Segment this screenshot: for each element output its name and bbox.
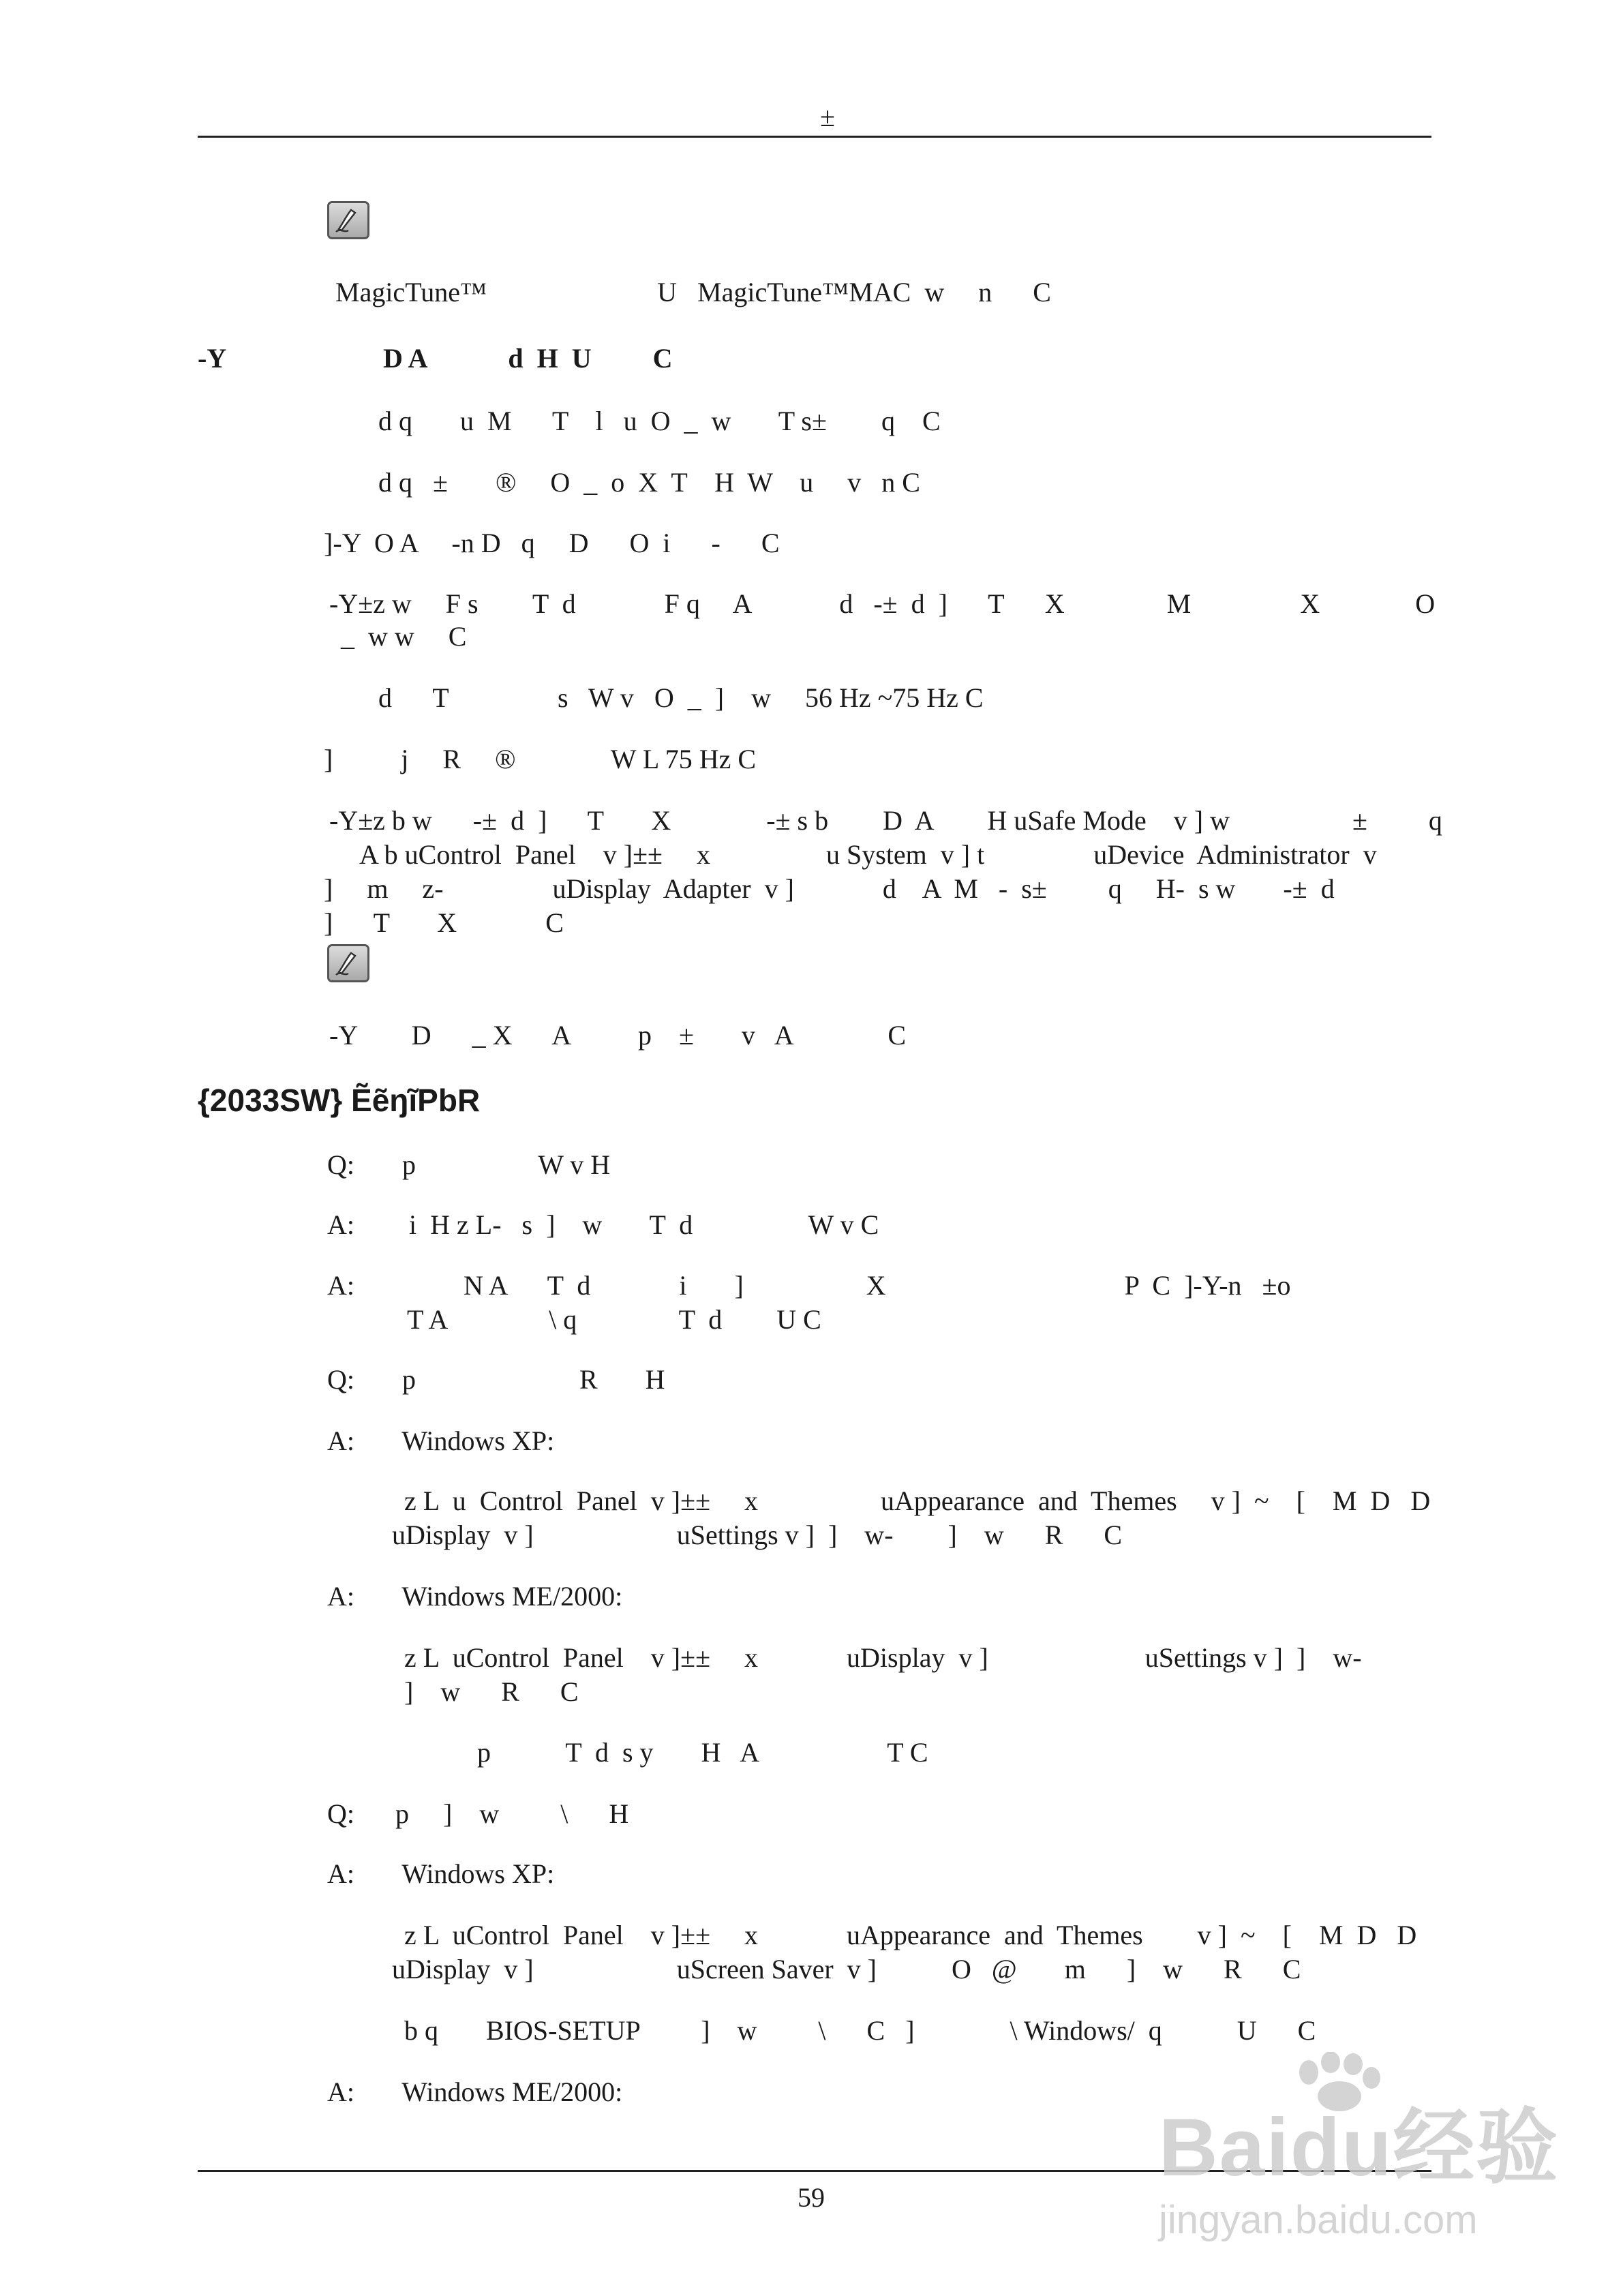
page-number: 59 [798, 2182, 825, 2213]
body-line: -Y±z w F s T d F q A d -± d ] T X M X O [329, 588, 1436, 619]
body-line: ] T X C [324, 907, 564, 938]
faq-answer: A: i H z L- s ] w T d W v C [327, 1209, 879, 1240]
header-mark: ± [820, 102, 835, 132]
faq-answer: A: Windows ME/2000: [327, 2076, 623, 2107]
body-line: b q BIOS-SETUP ] w \ C ] \ Windows/ q U C [404, 2015, 1316, 2046]
body-line: uDisplay v ] uScreen Saver v ] O @ m ] w R C [392, 1954, 1301, 1984]
body-line: A b uControl Panel v ]±± x u System v ] t uDevice Administrator v [359, 839, 1377, 870]
faq-answer-cont: T A \ q T d U C [407, 1304, 821, 1335]
body-line: ] m z- uDisplay Adapter v ] d A M - s± q H- s w -± d [324, 873, 1335, 904]
body-line: ] w R C [404, 1676, 579, 1707]
body-line: p T d s y H A T C [477, 1737, 928, 1768]
section-heading: D A d H U C [383, 343, 673, 374]
body-line: z L u Control Panel v ]±± x uAppearance and Themes v ] ~ [ M D D [404, 1485, 1431, 1516]
note-icon [327, 944, 369, 982]
body-line: -Y D _ X A p ± v A C [329, 1020, 907, 1051]
body-line: ] j R ® W L 75 Hz C [324, 744, 757, 774]
faq-question: Q: p R H [327, 1364, 665, 1395]
faq-answer: A: N A T d i ] X P C ]-Y-n ±o [327, 1270, 1291, 1301]
body-line: ]-Y O A -n D q D O i - C [324, 528, 780, 558]
faq-question: Q: p W v H [327, 1149, 611, 1180]
faq-question: Q: p ] w \ H [327, 1798, 629, 1829]
body-line: d q ± ® O _ o X T H W u v n C [378, 467, 920, 498]
body-line: d q u M T l u O _ w T s± q C [378, 406, 941, 436]
watermark-brand: Baidu经验 [1159, 2102, 1560, 2193]
body-line: _ w w C [341, 621, 467, 652]
body-line: d T s W v O _ ] w 56 Hz ~75 Hz C [378, 682, 984, 713]
faq-heading: {2033SW} ẼẽŋĩPbR [198, 1083, 481, 1118]
watermark-url: jingyan.baidu.com [1159, 2198, 1478, 2242]
body-line: z L uControl Panel v ]±± x uAppearance and Themes v ] ~ [ M D D [404, 1920, 1417, 1950]
section-marker: -Y [198, 343, 227, 374]
body-line: z L uControl Panel v ]±± x uDisplay v ] uSettings v ] ] w- [404, 1642, 1362, 1673]
faq-answer: A: Windows XP: [327, 1425, 555, 1456]
faq-answer: A: Windows XP: [327, 1858, 555, 1889]
body-line: uDisplay v ] uSettings v ] ] w- ] w R C [392, 1520, 1123, 1550]
body-line: MagicTune™ U MagicTune™MAC w n C [335, 277, 1051, 307]
baidu-watermark [1152, 2052, 1560, 2256]
body-line: -Y±z b w -± d ] T X -± s b D A H uSafe Mode v ] w ± q [329, 805, 1442, 836]
header-rule [198, 136, 1431, 138]
note-icon [327, 201, 369, 239]
faq-answer: A: Windows ME/2000: [327, 1581, 623, 1612]
